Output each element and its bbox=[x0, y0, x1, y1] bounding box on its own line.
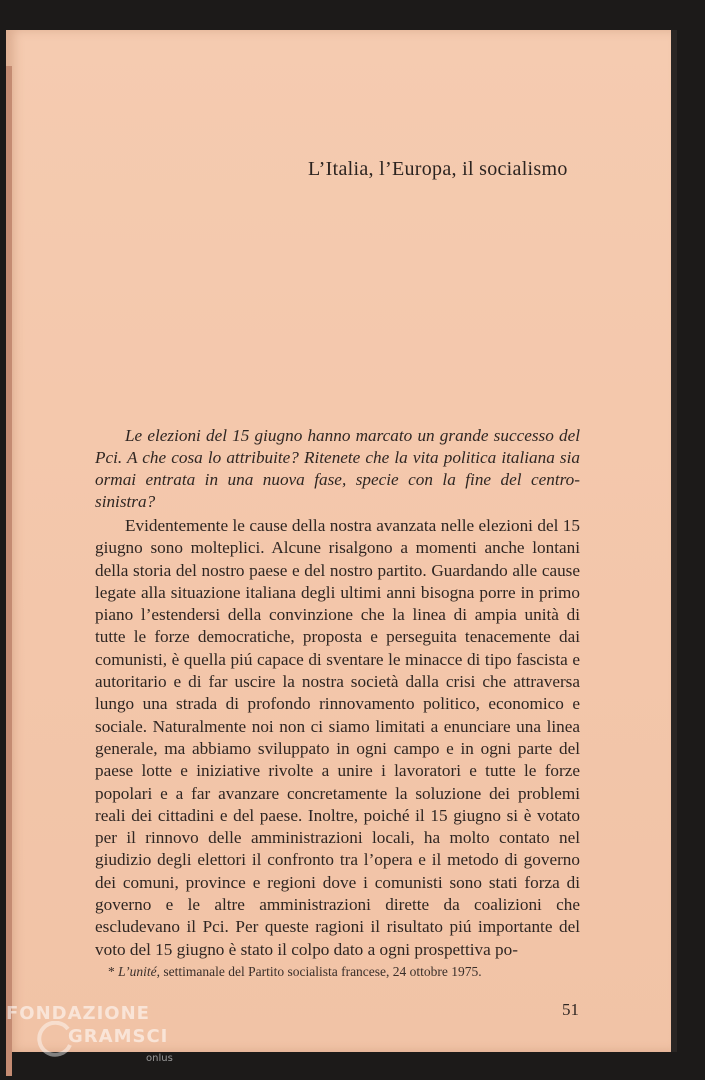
running-title: L’Italia, l’Europa, il socialismo bbox=[308, 158, 568, 180]
footnote-title: L’unité bbox=[118, 964, 157, 979]
footnote-marker: * bbox=[108, 964, 115, 979]
footnote-text: , settimanale del Partito socialista francese, 24 ottobre 1975. bbox=[156, 964, 482, 979]
page-number: 51 bbox=[562, 1000, 579, 1019]
watermark-line2: GRAMSCI bbox=[68, 1026, 169, 1047]
watermark-logo bbox=[6, 1003, 206, 1073]
interview-question: Le elezioni del 15 giugno hanno marcato un grande successo del Pci. A che cosa lo attribuite? Ritenete che la vita politica italiana sia ormai entrata in una nuova fase, specie con la fine del centro-sinistra? bbox=[95, 426, 580, 511]
answer-paragraph: Evidentemente le cause della nostra avanzata nelle elezioni del 15 giugno sono molteplici. Alcune risalgono a momenti anche lontani della storia del nostro paese e del nostro partito. Guardando alle cause legate alla situazione italiana degli ultimi anni bisogna porre in primo piano l’estendersi della convinzione che la linea di ampia unità di tutte le forze democratiche, proposta e perseguita tenacemente dai comunisti, è quella piú capace di sventare le minacce di tipo fascista e autoritario e di far uscire la nostra società dalla crisi che attraversa lungo una strada di profondo rinnovamento politico, economico e sociale. Naturalmente noi non ci siamo limitati a enunciare una linea generale, ma abbiamo sviluppato in ogni campo e in ogni parte del paese lotte e iniziative rivolte a unire i lavoratori e tutte le forze popolari e a far avanzare concretamente la soluzione dei problemi reali dei cittadini e del paese. Inoltre, poiché il 15 giugno si è votato per il rinnovo delle amministrazioni locali, ha molto contato nel giudizio degli elettori il confronto tra l’opera e il metodo di governo dei comuni, province e regioni dove i comunisti sono stati forza di governo e le altre amministrazioni dirette da coalizioni che escludevano il Pci. Per queste ragioni il risultato piú importante del voto del 15 giugno è stato il colpo dato a ogni prospettiva po- bbox=[95, 516, 580, 959]
page-right-edge bbox=[671, 30, 677, 1052]
book-page bbox=[6, 30, 671, 1052]
watermark-line3: onlus bbox=[146, 1053, 173, 1064]
page-left-edge bbox=[6, 66, 12, 1076]
footnote bbox=[108, 964, 588, 980]
watermark-line1: FONDAZIONE bbox=[6, 1003, 150, 1024]
